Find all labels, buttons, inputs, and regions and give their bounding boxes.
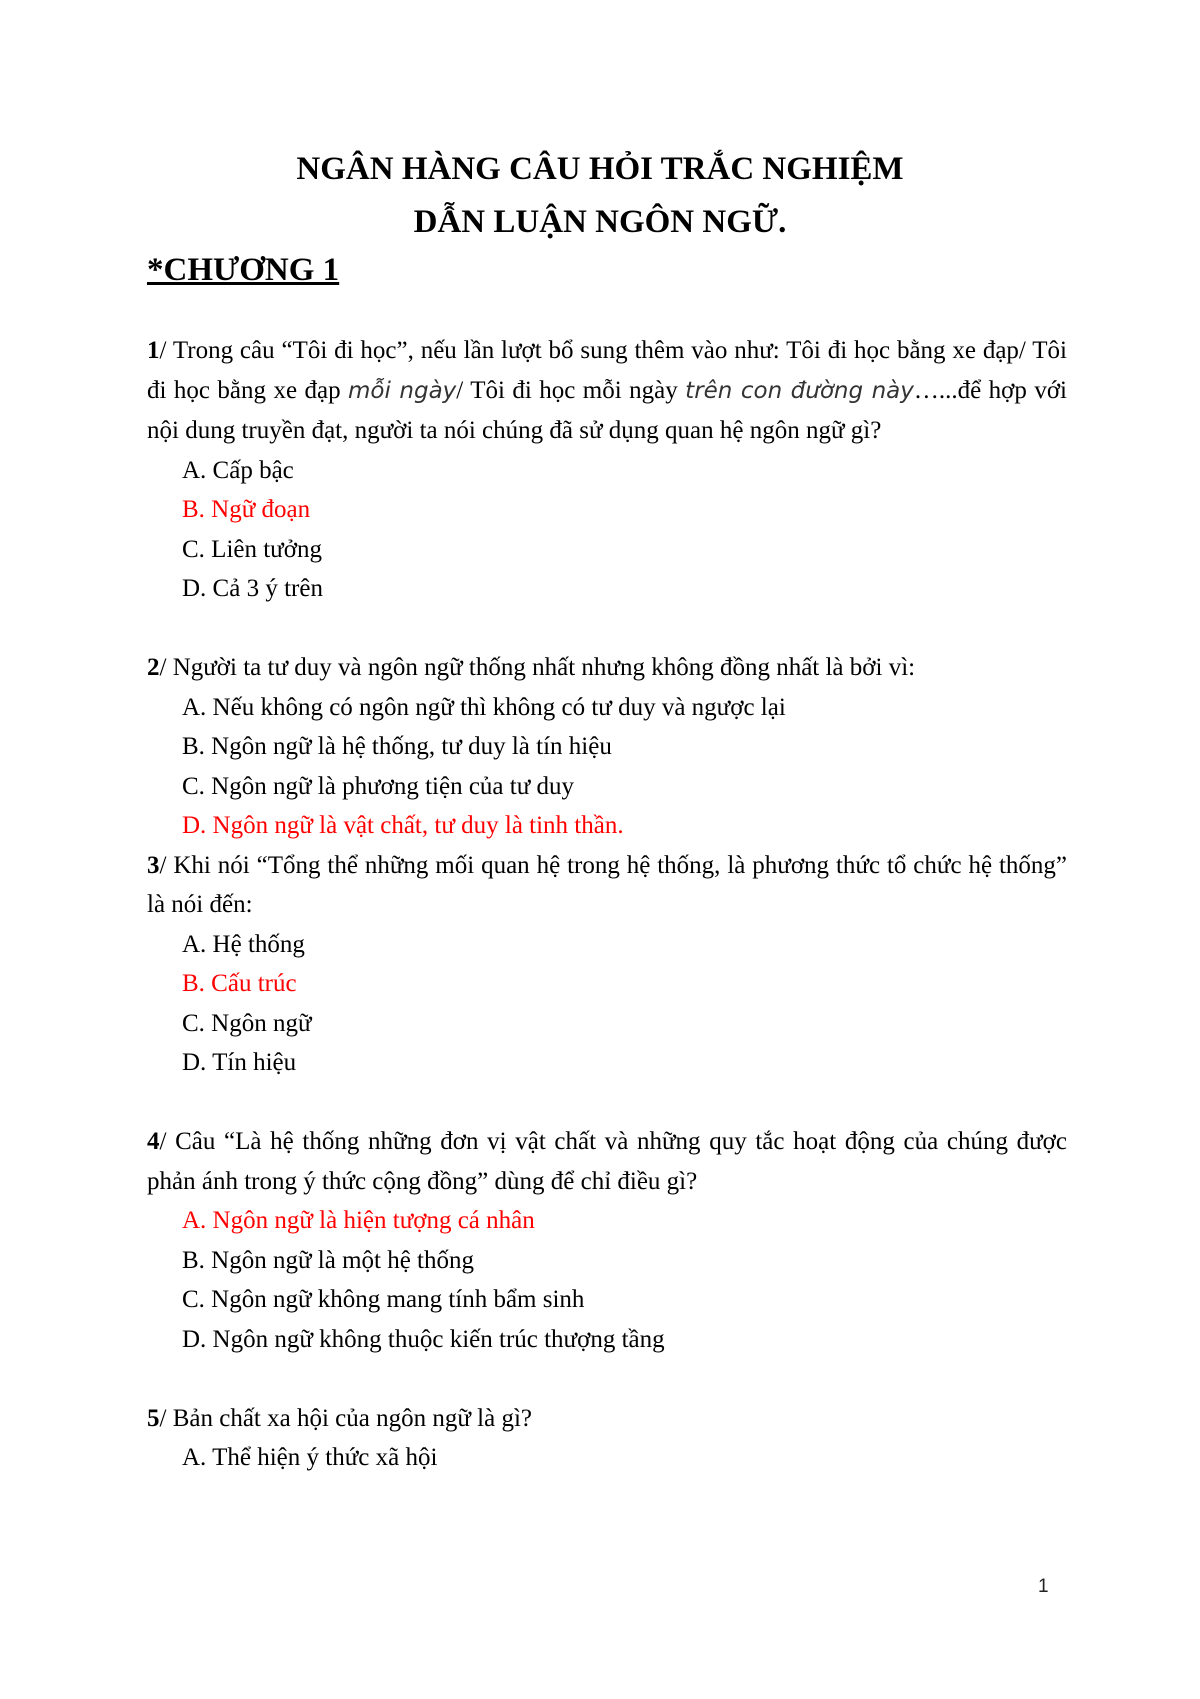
answer-option-correct: B. Cấu trúc	[182, 970, 297, 997]
question-text: Câu “Là hệ thống những đơn vị vật chất và những quy tắc hoạt động của chúng được phản ánh trong ý thức cộng đồng” dùng để chỉ điều gì?	[147, 1128, 1067, 1195]
question-text: …...để hợp với nội dung truyền đạt, người ta nói chúng đã sử dụng quan hệ ngôn ngữ gì?	[147, 376, 1068, 444]
answer-option: C. Ngôn ngữ không mang tính bẩm sinh	[182, 1286, 585, 1313]
answer-option-correct: A. Ngôn ngữ là hiện tượng cá nhân	[182, 1207, 535, 1234]
question-3	[147, 846, 1067, 925]
answer-option: B. Ngôn ngữ là một hệ thống	[182, 1246, 475, 1274]
answer-options	[147, 925, 1067, 1083]
question-text-italic: trên con đường này	[685, 377, 914, 404]
answer-options	[147, 1438, 1067, 1478]
answer-option: C. Liên tưởng	[182, 535, 322, 563]
question-number-separator: /	[159, 1404, 167, 1432]
answer-option: A. Hệ thống	[182, 930, 305, 958]
question-text: Bản chất xa hội của ngôn ngữ là gì?	[166, 1404, 532, 1432]
question-text-italic: mỗi ngày	[348, 377, 457, 404]
question-4	[147, 1122, 1067, 1201]
document-title-line-1: NGÂN HÀNG CÂU HỎI TRẮC NGHIỆM	[296, 151, 904, 187]
question-number-separator: /	[159, 851, 167, 879]
answer-option: D. Cả 3 ý trên	[182, 575, 323, 602]
question-text: Khi nói “Tổng thể những mối quan hệ trong hệ thống, là phương thức tổ chức hệ thống” là nói đến:	[147, 851, 1067, 918]
answer-option-correct: D. Ngôn ngữ là vật chất, tư duy là tinh thần.	[182, 812, 624, 839]
answer-option: A. Nếu không có ngôn ngữ thì không có tư duy và ngược lại	[182, 693, 786, 721]
answer-option: B. Ngôn ngữ là hệ thống, tư duy là tín hiệu	[182, 733, 612, 760]
chapter-heading: *CHƯƠNG 1	[147, 252, 340, 288]
answer-option: D. Ngôn ngữ không thuộc kiến trúc thượng tầng	[182, 1325, 665, 1353]
answer-options	[147, 451, 1067, 609]
answer-options	[147, 1201, 1067, 1359]
question-number: 5	[147, 1404, 160, 1432]
question-5	[147, 1399, 1067, 1439]
page-number: 1	[1038, 1576, 1049, 1597]
answer-option: A. Thể hiện ý thức xã hội	[182, 1444, 438, 1471]
answer-option: A. Cấp bậc	[182, 456, 294, 484]
question-number-separator: /	[159, 337, 167, 364]
question-text: Người ta tư duy và ngôn ngữ thống nhất nhưng không đồng nhất là bởi vì:	[166, 654, 916, 681]
question-list	[147, 331, 1067, 1478]
question-text: Trong câu “Tôi đi học”, nếu lần lượt bổ sung thêm vào như: Tôi đi học bằng xe đạp/ Tôi đi học bằng xe đạp	[147, 337, 1067, 404]
question-number: 2	[147, 654, 160, 681]
question-number-separator: /	[159, 1128, 167, 1155]
question-number-separator: /	[159, 654, 167, 681]
answer-options	[147, 688, 1067, 846]
question-1	[147, 331, 1067, 451]
question-number: 3	[147, 851, 160, 879]
answer-option-correct: B. Ngữ đoạn	[182, 496, 311, 523]
question-2	[147, 648, 1067, 688]
answer-option: D. Tín hiệu	[182, 1049, 297, 1076]
document-title-line-2: DẪN LUẬN NGÔN NGỮ.	[413, 204, 787, 240]
answer-option: C. Ngôn ngữ	[182, 1009, 312, 1037]
answer-option: C. Ngôn ngữ là phương tiện của tư duy	[182, 772, 575, 800]
question-number: 4	[147, 1128, 160, 1155]
question-number: 1	[147, 337, 160, 364]
question-text: / Tôi đi học mỗi ngày	[456, 376, 686, 404]
